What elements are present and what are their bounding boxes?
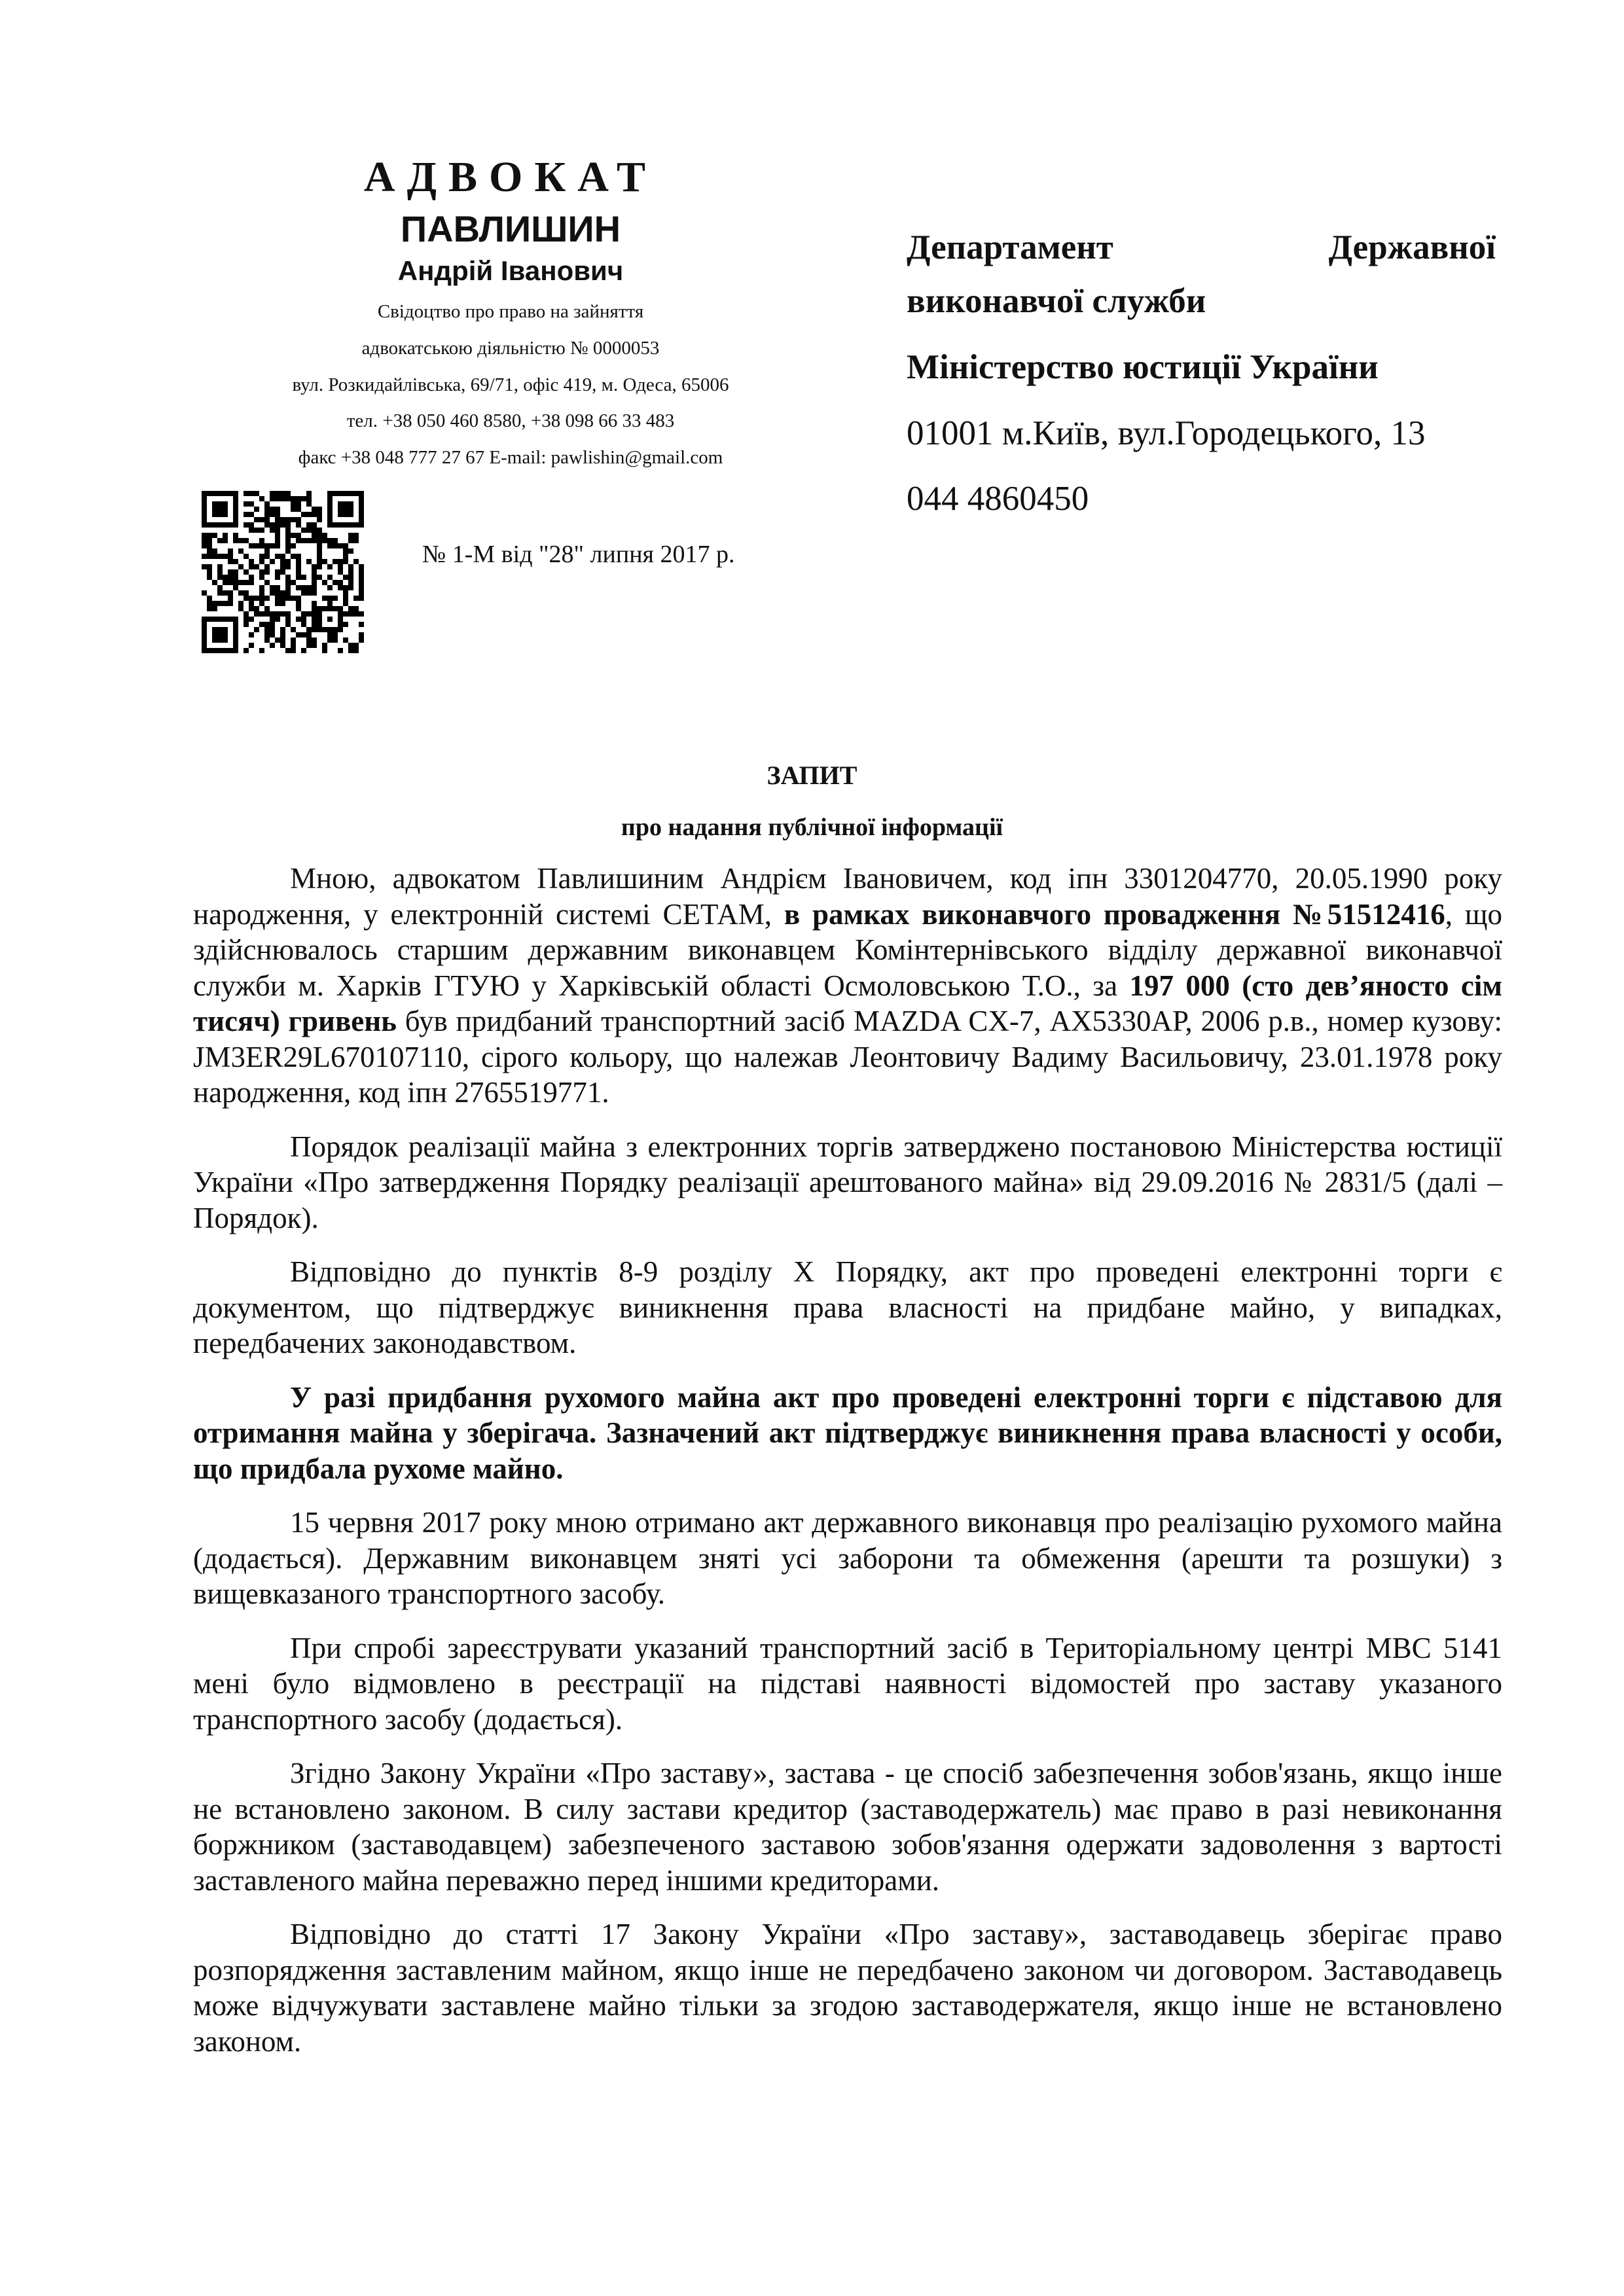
letterhead-certificate-line2: адвокатською діяльністю № 0000053	[361, 338, 660, 359]
addressee-department-line2: виконавчої служби	[907, 282, 1206, 320]
purchase-price: 197 000 (сто дев’яносто сім тисяч) гривень	[193, 969, 1502, 1037]
request-body	[193, 861, 1502, 2077]
qr-code-icon	[202, 491, 364, 653]
letterhead-certificate-line1: Свідоцтво про право на зайняття	[377, 301, 644, 322]
document-number: № 1-М від "28" липня 2017 р.	[422, 541, 735, 568]
paragraph-3: Відповідно до пунктів 8-9 розділу X Порядку, акт про проведені електронні торги є документом, що підтверджує виникнення права власності на придбане майно, у випадках, передбачених законодавством.	[193, 1255, 1502, 1359]
paragraph-1	[193, 861, 1502, 1111]
letterhead-phones: тел. +38 050 460 8580, +38 098 66 33 483	[346, 410, 675, 431]
addressee-department-line1	[907, 230, 1496, 265]
paragraph-1-part-a: Мною, адвокатом Павлишиним Андрієм Івановичем, код іпн 3301204770, 20.05.1990 року народження, у електронній системі СЕТАМ,	[193, 862, 1502, 931]
request-title: ЗАПИТ	[767, 761, 857, 790]
addressee-address: 01001 м.Київ, вул.Городецького, 13	[907, 414, 1426, 452]
paragraph-8: Відповідно до статті 17 Закону України «Про заставу», заставодавець зберігає право розпорядження заставленим майном, якщо інше не передбачено законом чи договором. Заставодавець може відчужувати заставлене майно тільки за згодою заставодержателя, якщо інше не встановлено законом.	[193, 1918, 1502, 2058]
paragraph-2: Порядок реалізації майна з електронних торгів затверджено постановою Міністерства юстиції України «Про затвердження Порядку реалізації арештованого майна» від 29.09.2016 № 2831/5 (далі – Порядок).	[193, 1130, 1502, 1234]
addressee-dept-word2: Державної	[1328, 228, 1496, 266]
paragraph-6: При спробі зареєструвати указаний транспортний засіб в Територіальному центрі МВС 5141 мені було відмовлено в реєстрації на підставі наявності відомостей про заставу указаного транспортного засобу (додається).	[193, 1631, 1502, 1736]
paragraph-5: 15 червня 2017 року мною отримано акт державного виконавця про реалізацію рухомого майна (додається). Державним виконавцем зняті усі заборони та обмеження (арешти та розшуки) з вищевказаного транспортного засобу.	[193, 1506, 1502, 1610]
paragraph-7: Згідно Закону України «Про заставу», застава - це спосіб забезпечення зобов'язань, якщо інше не встановлено законом. В силу застави кредитор (заставодержатель) має право в разі невиконання боржником (заставодавцем) забезпеченого заставою зобов'язання одержати задоволення з вартості заставленого майна переважно перед іншими кредиторами.	[193, 1757, 1502, 1897]
enforcement-proceeding: в рамках виконавчого провадження №51512416	[784, 897, 1445, 931]
letterhead-name: Андрій Іванович	[397, 255, 624, 286]
addressee-dept-word1: Департамент	[907, 228, 1113, 266]
addressee-phone: 044 4860450	[907, 480, 1089, 518]
letterhead-surname: ПАВЛИШИН	[400, 208, 621, 249]
request-subtitle: про надання публічної інформації	[621, 814, 1003, 841]
letterhead-address: вул. Розкидайлівська, 69/71, офіс 419, м. Одеса, 65006	[292, 374, 729, 395]
letterhead-title: АДВОКАТ	[363, 153, 658, 201]
addressee-ministry: Міністерство юстиції України	[907, 348, 1379, 386]
paragraph-4: У разі придбання рухомого майна акт про проведені електронні торги є підставою для отримання майна у зберігача. Зазначений акт підтверджує виникнення права власності у особи, що придбала рухоме майно.	[193, 1380, 1502, 1485]
paragraph-1-part-e: був придбаний транспортний засіб MAZDA CX-7, АХ5330АР, 2006 р.в., номер кузову: JM3ER29L670107110, сірого кольору, що належав Леонтовичу Вадиму Васильовичу, 23.01.1978 року народження, код іпн 2765519771.	[193, 1005, 1502, 1109]
paragraph-1-part-c: , що здійснювалось старшим державним виконавцем Комінтернівського відділу державної виконавчої служби м. Харків ГТУЮ у Харківській області Осмоловською Т.О., за	[193, 897, 1502, 1002]
letterhead-fax-email: факс +38 048 777 27 67 E-mail: pawlishin@gmail.com	[298, 447, 723, 468]
